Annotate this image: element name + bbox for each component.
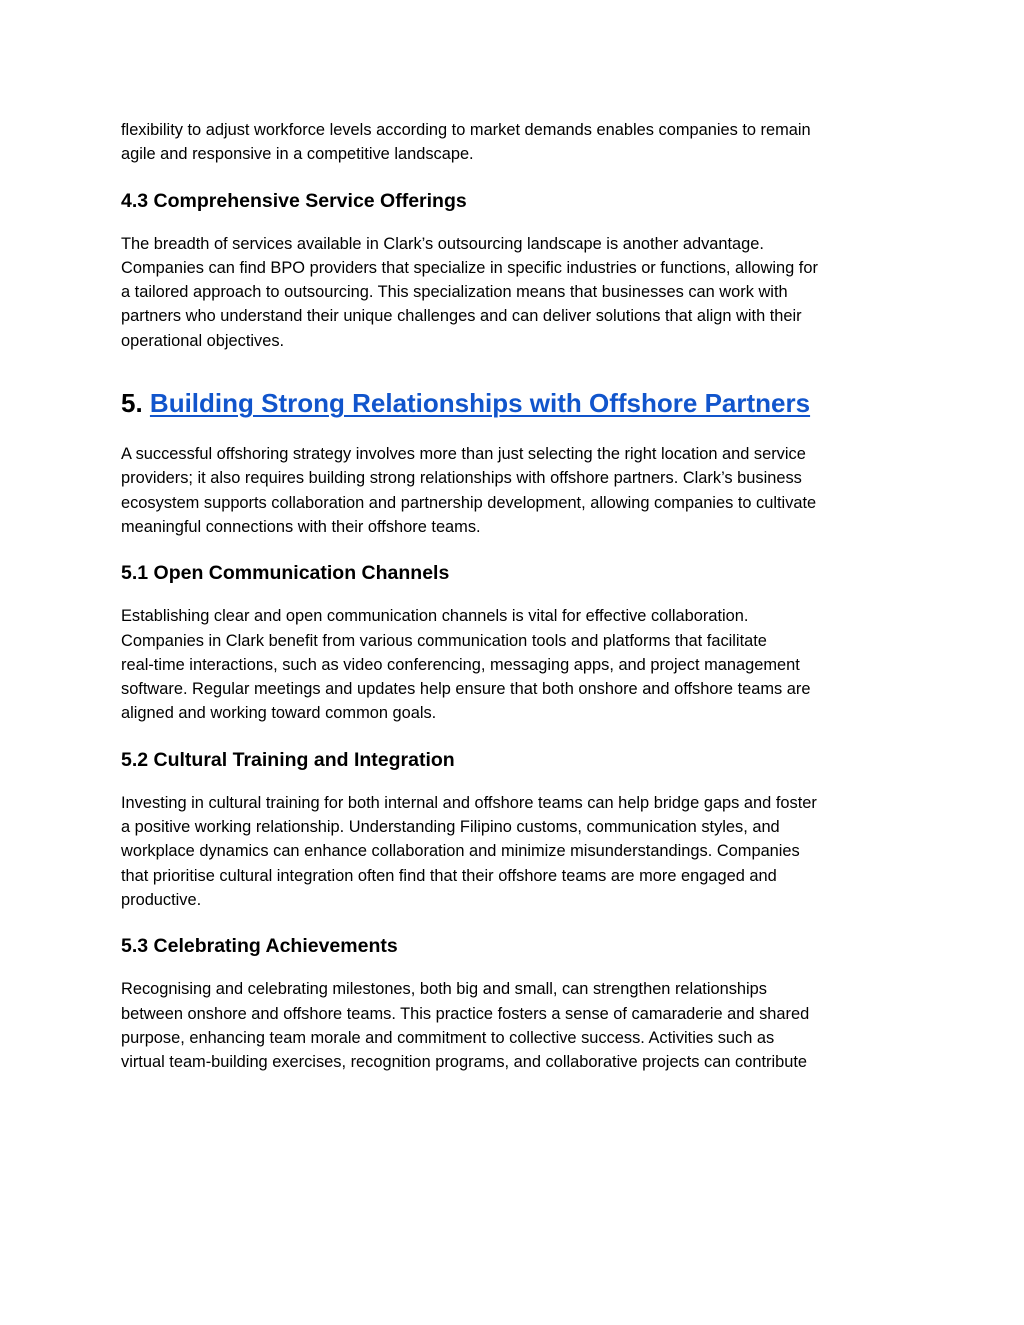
- intro-paragraph: flexibility to adjust workforce levels according to market demands enables companies to remain agile and responsive in a competitive landscape.: [121, 121, 811, 164]
- heading-5-2: 5.2 Cultural Training and Integration: [121, 748, 455, 771]
- heading-5-1: 5.1 Open Communication Channels: [121, 562, 450, 585]
- heading-5-number: 5.: [121, 388, 150, 419]
- paragraph-5: A successful offshoring strategy involves more than just selecting the right location and service providers; it also requires building strong relationships with offshore partners. Clark’s business ecosystem supports collaboration and partnership development, allowing companies to cultivate meaningful connections with their offshore teams.: [121, 445, 817, 536]
- paragraph-5-3: Recognising and celebrating milestones, both big and small, can strengthen relationships between onshore and offshore teams. This practice fosters a sense of camaraderie and shared purpose, enhancing team morale and commitment to collective success. Activities such as virtual team-building exercises, recognition programs, and collaborative projects can contribute: [121, 980, 810, 1072]
- paragraph-4-3: The breadth of services available in Clark’s outsourcing landscape is another advantage. Companies can find BPO providers that specialize in specific industries or functions, allowing for a tailored approach to outsourcing. This specialization means that businesses can work with partners who understand their unique challenges and can deliver solutions that align with their operational objectives.: [121, 234, 818, 350]
- paragraph-5-2: Investing in cultural training for both internal and offshore teams can help bridge gaps and foster a positive working relationship. Understanding Filipino customs, communication styles, and workplace dynamics can enhance collaboration and minimize misunderstandings. Companies that prioritise cultural integration often find that their offshore teams are more engaged and productive.: [121, 793, 817, 909]
- heading-5-link[interactable]: Building Strong Relationships with Offshore Partners: [149, 388, 811, 419]
- heading-5-3: 5.3 Celebrating Achievements: [121, 935, 398, 958]
- paragraph-5-1: Establishing clear and open communication channels is vital for effective collaboration. Companies in Clark benefit from various communication tools and platforms that facilitate real-time interactions, such as video conferencing, messaging apps, and project management software. Regular meetings and updates help ensure that both onshore and offshore teams are aligned and working toward common goals.: [121, 607, 811, 723]
- heading-5: [121, 386, 911, 420]
- document-page: [121, 118, 911, 1074]
- heading-4-3: 4.3 Comprehensive Service Offerings: [121, 189, 467, 212]
